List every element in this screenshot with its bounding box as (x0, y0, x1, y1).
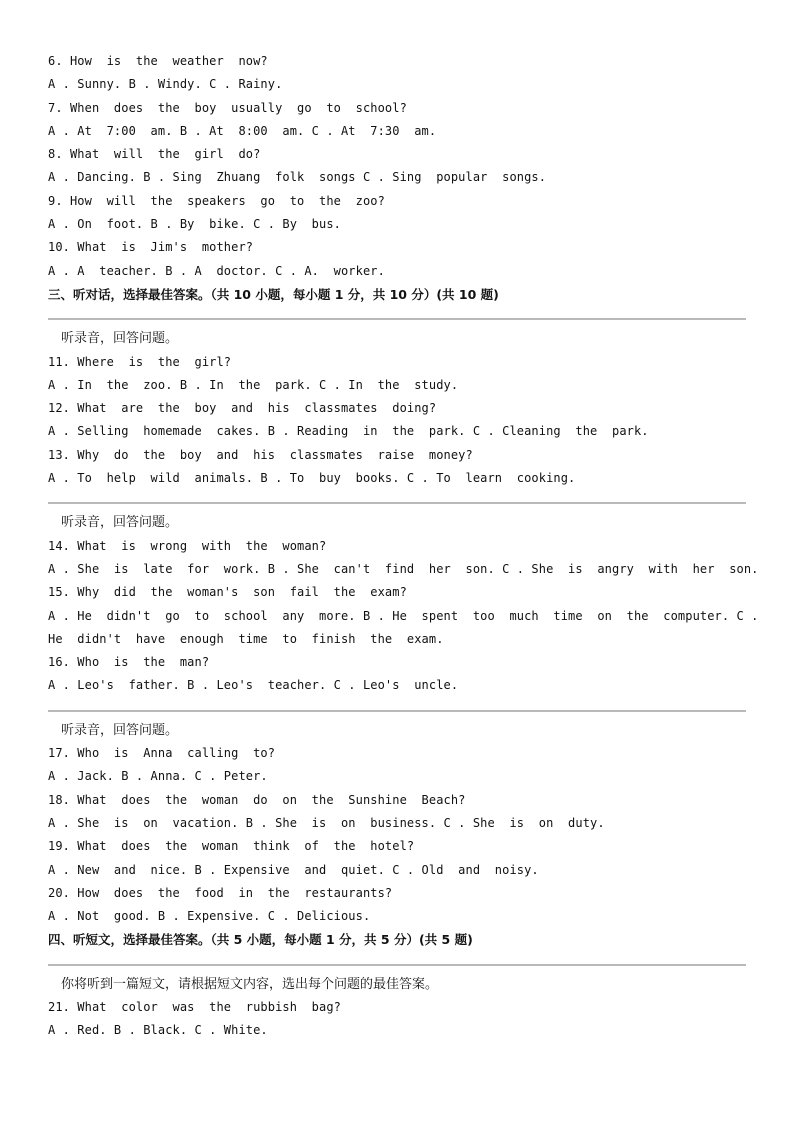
question-15: 15. Why did the woman's son fail the exam? (48, 585, 407, 600)
options-10: A . A teacher. B . A doctor. C . A. worker. (48, 263, 385, 278)
section-3-title: 三、听对话，选择最佳答案。（共 10 小题，每小题 1 分，共 10 分）(共 10 题) (48, 286, 499, 302)
options-9: A . On foot. B . By bike. C . By bus. (48, 217, 341, 232)
options-16: A . Leo's father. B . Leo's teacher. C . Leo's uncle. (48, 678, 459, 693)
options-21: A . Red. B . Black. C . White. (48, 1023, 268, 1038)
divider (48, 710, 746, 712)
question-21: 21. What color was the rubbish bag? (48, 999, 341, 1014)
group-intro: 你将听到一篇短文，请根据短文内容，选出每个问题的最佳答案。 (61, 976, 439, 992)
question-10: 10. What is Jim's mother? (48, 240, 254, 255)
options-17: A . Jack. B . Anna. C . Peter. (48, 769, 268, 784)
options-20: A . Not good. B . Expensive. C . Delicious. (48, 909, 371, 924)
document-content (48, 50, 759, 1043)
question-19: 19. What does the woman think of the hotel? (48, 839, 415, 854)
question-20: 20. How does the food in the restaurants? (48, 885, 393, 900)
options-11: A . In the zoo. B . In the park. C . In the study. (48, 377, 459, 392)
options-19: A . New and nice. B . Expensive and quiet. C . Old and noisy. (48, 862, 539, 877)
question-group-21 (48, 973, 748, 1043)
question-12: 12. What are the boy and his classmates doing? (48, 401, 437, 416)
options-15-continued: He didn't have enough time to finish the exam. (48, 631, 444, 646)
options-13: A . To help wild animals. B . To buy books. C . To learn cooking. (48, 471, 576, 486)
divider (48, 502, 746, 504)
question-11: 11. Where is the girl? (48, 354, 232, 369)
question-6: 6. How is the weather now? (48, 54, 268, 68)
question-18: 18. What does the woman do on the Sunshine Beach? (48, 792, 466, 807)
question-8: 8. What will the girl do? (48, 147, 261, 162)
options-18: A . She is on vacation. B . She is on business. C . She is on duty. (48, 815, 605, 830)
question-block-6-10 (48, 50, 748, 283)
divider (48, 964, 746, 966)
options-6: A . Sunny. B . Windy. C . Rainy. (48, 77, 283, 92)
question-17: 17. Who is Anna calling to? (48, 746, 276, 761)
options-12: A . Selling homemade cakes. B . Reading in the park. C . Cleaning the park. (48, 424, 649, 439)
question-7: 7. When does the boy usually go to school? (48, 100, 407, 115)
options-7: A . At 7:00 am. B . At 8:00 am. C . At 7:30 am. (48, 123, 437, 138)
question-13: 13. Why do the boy and his classmates raise money? (48, 447, 473, 462)
question-16: 16. Who is the man? (48, 655, 210, 670)
options-15: A . He didn't go to school any more. B . He spent too much time on the computer. C . (48, 608, 759, 623)
section-4-title: 四、听短文，选择最佳答案。（共 5 小题，每小题 1 分，共 5 分）(共 5 题) (48, 932, 473, 948)
question-group-17-20 (48, 719, 748, 929)
options-8: A . Dancing. B . Sing Zhuang folk songs C . Sing popular songs. (48, 170, 547, 185)
group-intro: 听录音，回答问题。 (61, 515, 179, 531)
question-group-14-16 (48, 511, 759, 697)
group-intro: 听录音，回答问题。 (61, 722, 179, 738)
divider (48, 318, 746, 320)
question-14: 14. What is wrong with the woman? (48, 538, 327, 553)
options-14: A . She is late for work. B . She can't find her son. C . She is angry with her son. (48, 561, 759, 576)
question-9: 9. How will the speakers go to the zoo? (48, 193, 385, 208)
question-group-11-13 (48, 327, 748, 490)
group-intro: 听录音，回答问题。 (61, 331, 179, 347)
